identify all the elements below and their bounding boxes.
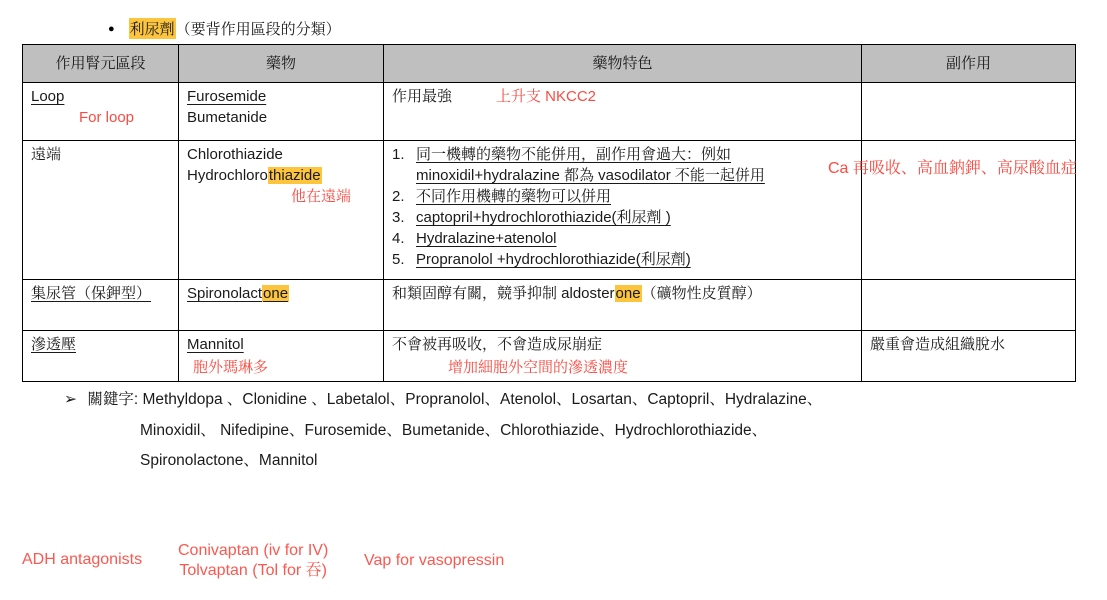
feature-text: 和類固醇有關，競爭抑制 aldoster [392,285,615,302]
segment-cell [23,141,179,280]
annotation-conivaptan: Conivaptan (iv for IV) [178,542,329,559]
table-header-row [23,45,1076,83]
segment-cell [23,280,179,331]
feature-list-item [392,228,853,249]
feature-cell [384,83,862,141]
drug-cell [179,280,384,331]
annotation-vap-mnemonic: Vap for vasopressin [364,552,505,569]
red-note: 胞外瑪琳多 [193,359,269,376]
item-number: 1. [392,146,405,163]
feature-cell [384,280,862,331]
drug-name [187,165,375,186]
title-note: （要背作用區段的分類） [175,21,341,38]
red-note-ca-reabsorption: Ca 再吸收、高血鈉鉀、高尿酸血症 [828,160,1077,177]
item-line: 同一機轉的藥物不能併用，副作用會過大：例如 [416,146,732,163]
item-line: minoxidil+hydralazine 都為 vasodilator 不能一起併用 [416,167,765,184]
annotation-tolvaptan: Tolvaptan (Tol for 吞) [179,562,327,579]
header-feature: 藥物特色 [384,45,862,83]
segment-name: 遠端 [31,146,62,163]
section-title [108,18,341,39]
drug-cell [179,83,384,141]
red-note: 他在遠端 [290,188,351,205]
item-line: captopril+hydrochlorothiazide(利尿劑 ) [416,209,671,226]
feature-text: 作用最強 [392,88,453,105]
item-number: 5. [392,251,405,268]
header-drug: 藥物 [179,45,384,83]
feature-list-item [392,207,853,228]
drug-name-highlight: one [263,285,289,302]
feature-text: （礦物性皮質醇） [641,285,762,302]
segment-name: 滲透壓 [31,336,77,353]
feature-highlight: one [615,285,641,302]
item-number: 2. [392,188,405,205]
drug-name: Chlorothiazide [187,146,283,163]
header-segment: 作用腎元區段 [23,45,179,83]
title-highlighted-term: 利尿劑 [129,18,176,39]
diuretics-table [22,44,1076,382]
annotation-adh-antagonists: ADH antagonists [22,551,143,568]
red-note: For loop [79,109,135,126]
keywords-label: 關鍵字: [87,391,139,408]
drug-cell [179,331,384,382]
item-line: Hydralazine+atenolol [416,230,557,247]
table-row-loop [23,83,1076,141]
header-side-effect: 副作用 [862,45,1076,83]
keywords-line-3: Spironolactone、Mannitol [140,452,318,469]
item-line: Propranolol +hydrochlorothiazide(利尿劑) [416,251,691,268]
side-effect-cell [862,280,1076,331]
drug-name [187,283,375,304]
feature-cell [384,331,862,382]
segment-cell [23,331,179,382]
table-row-osmotic [23,331,1076,382]
segment-name: Loop [31,88,65,105]
bullet-icon: ● [108,22,115,35]
feature-list-item [392,144,853,186]
drug-cell [179,141,384,280]
item-number: 4. [392,230,405,247]
feature-text: 不會被再吸收，不會造成尿崩症 [392,336,603,353]
feature-list-item [392,249,853,270]
drug-name-highlight: thiazide [268,167,321,184]
keywords-text: Methyldopa 、Clonidine 、Labetalol、Propranolol、Atenolol、Losartan、Captopril、Hydralazine、 [142,391,823,408]
side-effect-text: 嚴重會造成組織脫水 [870,336,1006,353]
keywords-line-2: Minoxidil、 Nifedipine、Furosemide、Bumetanide、Chlorothiazide、Hydrochlorothiazide、 [140,422,768,439]
feature-cell [384,141,862,280]
drug-name: Bumetanide [187,109,268,126]
red-note: 增加細胞外空間的滲透濃度 [448,359,629,376]
side-effect-cell [862,83,1076,141]
drug-name-part: Hydrochloro [187,167,268,184]
segment-name: 集尿管（保鉀型） [31,285,152,302]
red-note: 上升支 NKCC2 [496,88,597,105]
item-number: 3. [392,209,405,226]
annotation-vaptans [178,541,328,581]
segment-cell [23,83,179,141]
feature-list-item [392,186,853,207]
arrow-bullet-icon: ➢ [64,391,77,408]
item-body [416,144,765,186]
item-line: 不同作用機轉的藥物可以併用 [416,188,612,205]
drug-name: Mannitol [187,336,244,353]
table-row-collecting-duct [23,280,1076,331]
side-effect-cell [862,331,1076,382]
drug-name: Furosemide [187,88,267,105]
keywords-line-1 [64,387,822,409]
drug-name-part: Spironolact [187,285,263,302]
